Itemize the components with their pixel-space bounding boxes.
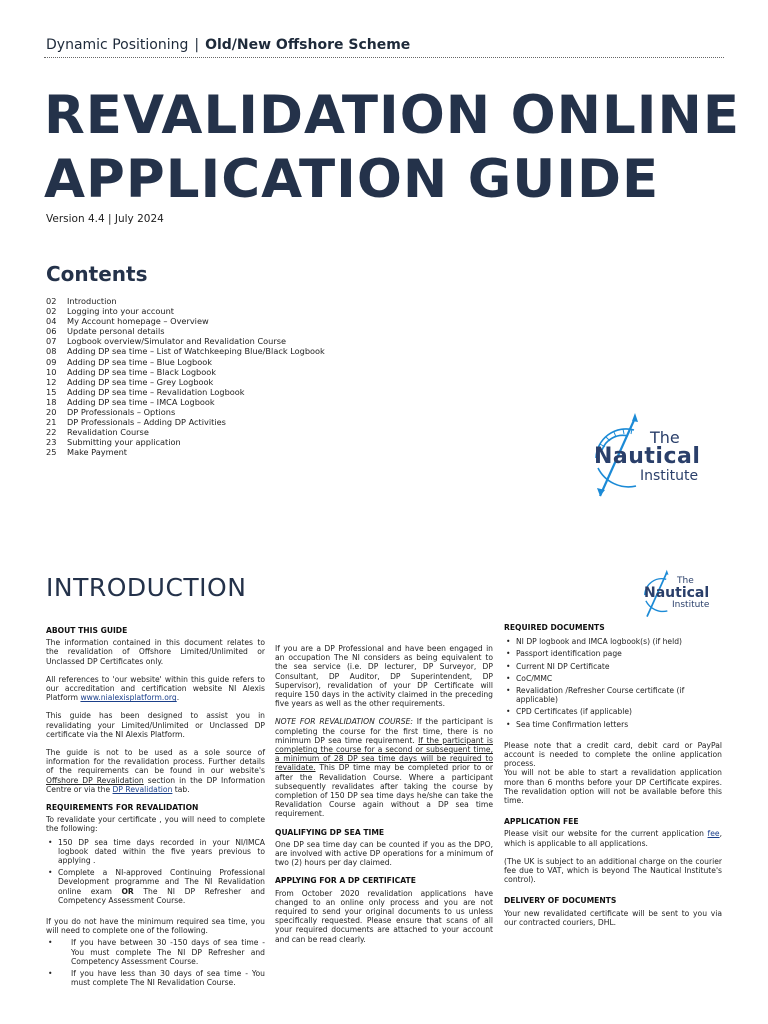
contents-entry[interactable] [46,437,325,447]
contents-entry[interactable] [46,326,325,336]
contents-label: DP Professionals – Options [67,407,176,418]
application-fee-heading: APPLICATION FEE [504,817,579,827]
about-paragraph-2: All references to 'our website' within this guide refers to our accreditation and certification website NI Alexis Platform www.nialexisplatform.org. [46,674,265,703]
dp-revalidation-link[interactable]: DP Revalidation [112,784,173,794]
contents-page-number: 20 [46,407,57,418]
contents-list [46,296,325,458]
contents-page-number: 07 [46,336,57,347]
logo-small-nautical: Nautical [644,585,710,601]
contents-entry[interactable] [46,397,325,407]
delivery-paragraph: Your new revalidated certificate will be sent to you via our contracted couriers, DHL. [504,908,722,927]
logo-the: The [650,428,680,447]
logo-small-the: The [677,576,694,586]
contents-label: Adding DP sea time – Blue Logbook [67,356,212,367]
title-line-1: REVALIDATION ONLINE [44,85,741,146]
contents-page-number: 06 [46,326,57,337]
qualifying-seatime-paragraph: One DP sea time day can be counted if you as the DPO, are involved with active DP operations for a minimum of two (2) hours per day claimed. [275,839,493,868]
page-header [46,37,410,53]
applying-paragraph: From October 2020 revalidation applications have changed to an online only process and you are not required to send your original documents to us unless specifically requested. Please ensure that scans of all your required documents are attached to your account and can be read clearly. [275,888,493,944]
delivery-heading: DELIVERY OF DOCUMENTS [504,896,617,906]
contents-entry[interactable] [46,387,325,397]
logo-institute: Institute [640,468,699,484]
contents-page-number: 09 [46,356,57,367]
about-heading: ABOUT THIS GUIDE [46,626,128,635]
revalidation-course-note: NOTE FOR REVALIDATION COURSE: If the participant is completing the course for the first time, there is no minimum DP sea time requirement. If the participant is completing the course for a second or subsequent time, a minimum of 28 DP sea time days will be required to revalidate. This DP time may be completed prior to or after the Revalidation Course. Where a participant subsequently revalidates after taking the course by completion of 150 DP sea time days he/she can take the Revalidation Course again without a DP sea time requirement. [275,717,493,819]
list-item: • Current NI DP Certificate [504,662,722,671]
contents-label: Update personal details [67,326,165,337]
page-title [44,84,740,212]
contents-page-number: 02 [46,296,57,306]
contents-entry[interactable] [46,367,325,377]
contents-label: My Account homepage – Overview [67,316,209,327]
nautical-institute-logo-small [640,568,724,618]
header-section: Dynamic Positioning [46,37,189,53]
offshore-revalidation-link[interactable]: Offshore DP Revalidation [46,775,144,785]
header-divider [44,57,724,58]
list-item: • Complete a NI-approved Continuing Professional Development programme and The NI Revalidation online exam OR The NI DP Refresher and Competency Assessment Course. [46,868,265,905]
list-item: • Sea time Confirmation letters [504,720,722,729]
contents-entry[interactable] [46,417,325,427]
minimum-seatime-list [46,938,265,987]
list-item: • NI DP logbook and IMCA logbook(s) (if held) [504,637,722,646]
contents-page-number: 23 [46,437,57,448]
about-paragraph-4: The guide is not to be used as a sole source of information for the revalidation process. Further details of the requirements can be found in our website's Offshore DP Revalidation section in the DP Information Centre or via the DP Revalidation tab. [46,748,266,794]
contents-entry[interactable] [46,427,325,437]
version-info: Version 4.4 | July 2024 [46,213,164,225]
nautical-institute-logo [588,410,728,502]
contents-page-number: 25 [46,447,57,458]
contents-entry[interactable] [46,316,325,326]
contents-entry[interactable] [46,407,325,417]
dp-professional-paragraph: If you are a DP Professional and have been engaged in an occupation The NI considers as being equivalent to the sea service (i.e. DP lecturer, DP Surveyor, DP Consultant, DP Auditor, DP Superintendent, DP Supervisor), revalidation of your DP Certificate will require 150 days in the activity claimed in the preceding five years as well as the other requirements. [275,644,493,709]
list-item: • Revalidation /Refresher Course certificate (if applicable) [504,686,722,704]
contents-page-number: 10 [46,366,57,377]
uk-vat-paragraph: (The UK is subject to an additional charge on the courier fee due to VAT, which is beyond The Nautical Institute's control). [504,856,722,885]
applying-heading: APPLYING FOR A DP CERTIFICATE [275,876,416,886]
fee-link[interactable]: fee [707,829,720,839]
header-separator: | [194,37,200,53]
contents-page-number: 18 [46,396,57,407]
list-item: • 150 DP sea time days recorded in your NI/IMCA logbook dated within the five years previous to applying . [46,838,265,866]
required-documents-list [504,637,722,729]
contents-entry[interactable] [46,357,325,367]
header-scheme: Old/New Offshore Scheme [205,37,411,53]
contents-entry[interactable] [46,336,325,346]
introduction-heading: INTRODUCTION [46,573,247,602]
minimum-seatime-paragraph: If you do not have the minimum required sea time, you will need to complete one of the following. [46,917,265,936]
title-line-2: APPLICATION GUIDE [44,149,660,210]
list-item: • CoC/MMC [504,674,722,683]
contents-entry[interactable] [46,346,325,356]
list-item: • CPD Certificates (if applicable) [504,707,722,716]
list-item: • If you have between 30 -150 days of sea time - You must complete The NI DP Refresher and Competency Assessment Course. [46,938,265,966]
intro-column-3 [504,623,722,936]
contents-label: Introduction [67,296,117,306]
contents-page-number: 22 [46,427,57,438]
logo-nautical: Nautical [594,444,701,469]
required-documents-heading: REQUIRED DOCUMENTS [504,623,605,632]
contents-label: Adding DP sea time – List of Watchkeeping Blue/Black Logbook [67,346,325,357]
contents-page-number: 21 [46,417,57,428]
contents-label: DP Professionals – Adding DP Activities [67,417,226,428]
logo-small-institute: Institute [672,600,710,610]
list-item: • If you have less than 30 days of sea time - You must complete The NI Revalidation Course. [46,969,265,987]
contents-label: Adding DP sea time – Grey Logbook [67,376,214,387]
contents-page-number: 08 [46,346,57,357]
contents-entry[interactable] [46,306,325,316]
contents-label: Submitting your application [67,437,181,448]
contents-label: Logbook overview/Simulator and Revalidation Course [67,336,287,347]
requirements-list [46,838,265,905]
contents-entry[interactable] [46,377,325,387]
application-fee-paragraph: Please visit our website for the current application fee, which is applicable to all applications. [504,829,722,848]
requirements-paragraph: To revalidate your certificate , you will need to complete the following: [46,815,265,834]
contents-entry[interactable] [46,447,325,457]
alexis-platform-link[interactable]: www.nialexisplatform.org [80,693,177,703]
contents-page-number: 12 [46,376,57,387]
contents-entry[interactable] [46,296,325,306]
contents-page-number: 04 [46,316,57,327]
contents-label: Make Payment [67,447,128,458]
qualifying-seatime-heading: QUALIFYING DP SEA TIME [275,827,385,837]
contents-label: Logging into your account [67,306,175,317]
contents-heading: Contents [46,262,148,286]
contents-page-number: 02 [46,306,57,317]
intro-column-2 [275,644,493,953]
contents-page-number: 15 [46,386,57,397]
contents-label: Adding DP sea time – Revalidation Logbook [67,386,245,397]
contents-label: Adding DP sea time – IMCA Logbook [67,396,215,407]
contents-label: Adding DP sea time – Black Logbook [67,366,217,377]
six-months-paragraph: You will not be able to start a revalidation application more than 6 months before your DP Certificate expires. The revalidation option will not be available before this time. [504,768,722,806]
intro-column-1 [46,626,265,996]
list-item: • Passport identification page [504,649,722,658]
about-paragraph-1: The information contained in this document relates to the revalidation of Offshore Limited/Unlimited or Unclassed DP Certificates only. [46,638,265,666]
payment-method-paragraph: Please note that a credit card, debit card or PayPal account is needed to complete the online application process. [504,740,722,769]
contents-label: Revalidation Course [67,427,149,438]
about-paragraph-3: This guide has been designed to assist you in revalidating your Limited/Unlimited or Unclassed DP certificate via the NI Alexis Platform. [46,711,265,739]
requirements-heading: REQUIREMENTS FOR REVALIDATION [46,803,199,813]
